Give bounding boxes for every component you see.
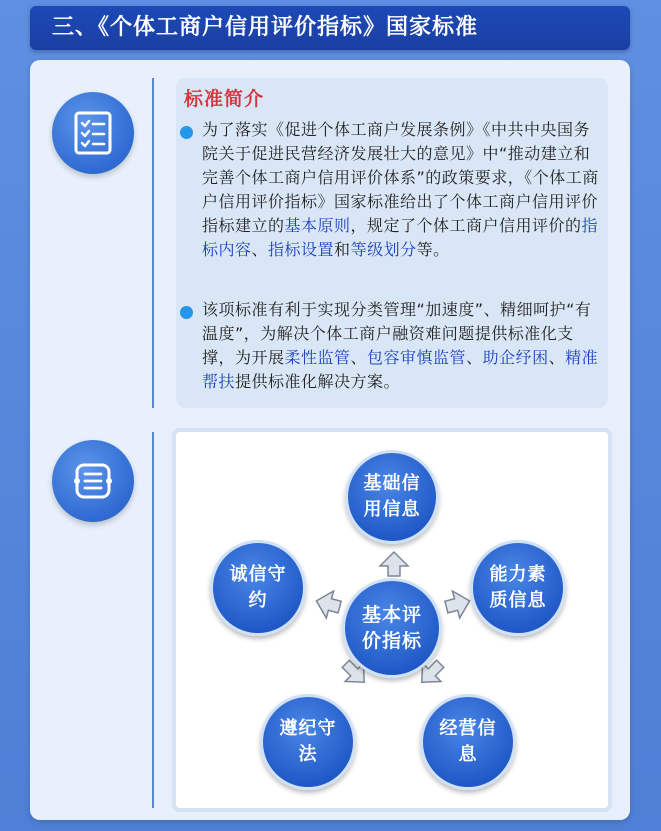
bullet-dot bbox=[180, 126, 193, 139]
highlight-text: 指标内容 bbox=[202, 216, 599, 259]
diagram-card bbox=[176, 432, 608, 808]
text: 为了落实《促进个体工商户发展条例》《中共中央国务院关于促进民营经济发展壮大的意见》中“推动建立和完善个体工商户信用评价体系”的政策要求，《个体工商户信用评价指标》国家标准给出了个体工商户信用评价指标建立的 bbox=[202, 120, 599, 235]
node-label: 基本评价指标 bbox=[361, 604, 422, 652]
bullet-dot bbox=[180, 306, 193, 319]
highlight-text: 指标设置 bbox=[268, 240, 335, 259]
highlight-text: 柔性监管 bbox=[284, 348, 351, 367]
intro-paragraph-1 bbox=[202, 118, 604, 262]
highlight-text: 精准帮扶 bbox=[202, 348, 599, 391]
node-label: 能力素质信息 bbox=[489, 564, 547, 611]
arrow-left-icon bbox=[310, 585, 345, 623]
text: 、 bbox=[251, 240, 269, 259]
list-icon bbox=[52, 440, 134, 522]
text: 、 bbox=[466, 348, 483, 367]
node-label: 遵纪守法 bbox=[279, 718, 337, 765]
node-center bbox=[342, 578, 442, 678]
node-label: 经营信息 bbox=[439, 718, 497, 765]
divider-line-2 bbox=[152, 432, 154, 808]
highlight-text: 助企纾困 bbox=[482, 348, 549, 367]
intro-paragraph-2 bbox=[202, 298, 604, 394]
content-panel bbox=[30, 60, 630, 820]
node-bottom-left bbox=[260, 694, 356, 790]
node-bottom-right bbox=[420, 694, 516, 790]
text: 提供标准化解决方案。 bbox=[235, 372, 401, 391]
text: ，规定了个体工商户信用评价的 bbox=[350, 216, 582, 235]
text: 等。 bbox=[416, 240, 450, 259]
intro-card bbox=[176, 78, 608, 408]
checklist-icon bbox=[52, 92, 134, 174]
section-title: 三、《个体工商户信用评价指标》国家标准 bbox=[52, 15, 479, 40]
highlight-text: 基本原则 bbox=[284, 216, 351, 235]
node-left bbox=[210, 540, 306, 636]
arrow-up-icon bbox=[378, 550, 410, 578]
node-label: 基础信用信息 bbox=[363, 473, 421, 520]
text: 和 bbox=[334, 240, 351, 259]
highlight-text: 包容审慎监管 bbox=[367, 348, 467, 367]
highlight-text: 等级划分 bbox=[350, 240, 417, 259]
node-right bbox=[470, 540, 566, 636]
divider-line-1 bbox=[152, 78, 154, 408]
text: 、 bbox=[548, 348, 566, 367]
intro-title: 标准简介 bbox=[184, 88, 265, 110]
text: 、 bbox=[350, 348, 368, 367]
node-top bbox=[345, 450, 439, 544]
node-label: 诚信守约 bbox=[229, 564, 287, 611]
text: 该项标准有利于实现分类管理“加速度”、精细呵护“有温度”，为解决个体工商户融资难问题提供标准化支撑，为开展 bbox=[202, 300, 592, 367]
section-header bbox=[30, 6, 630, 50]
